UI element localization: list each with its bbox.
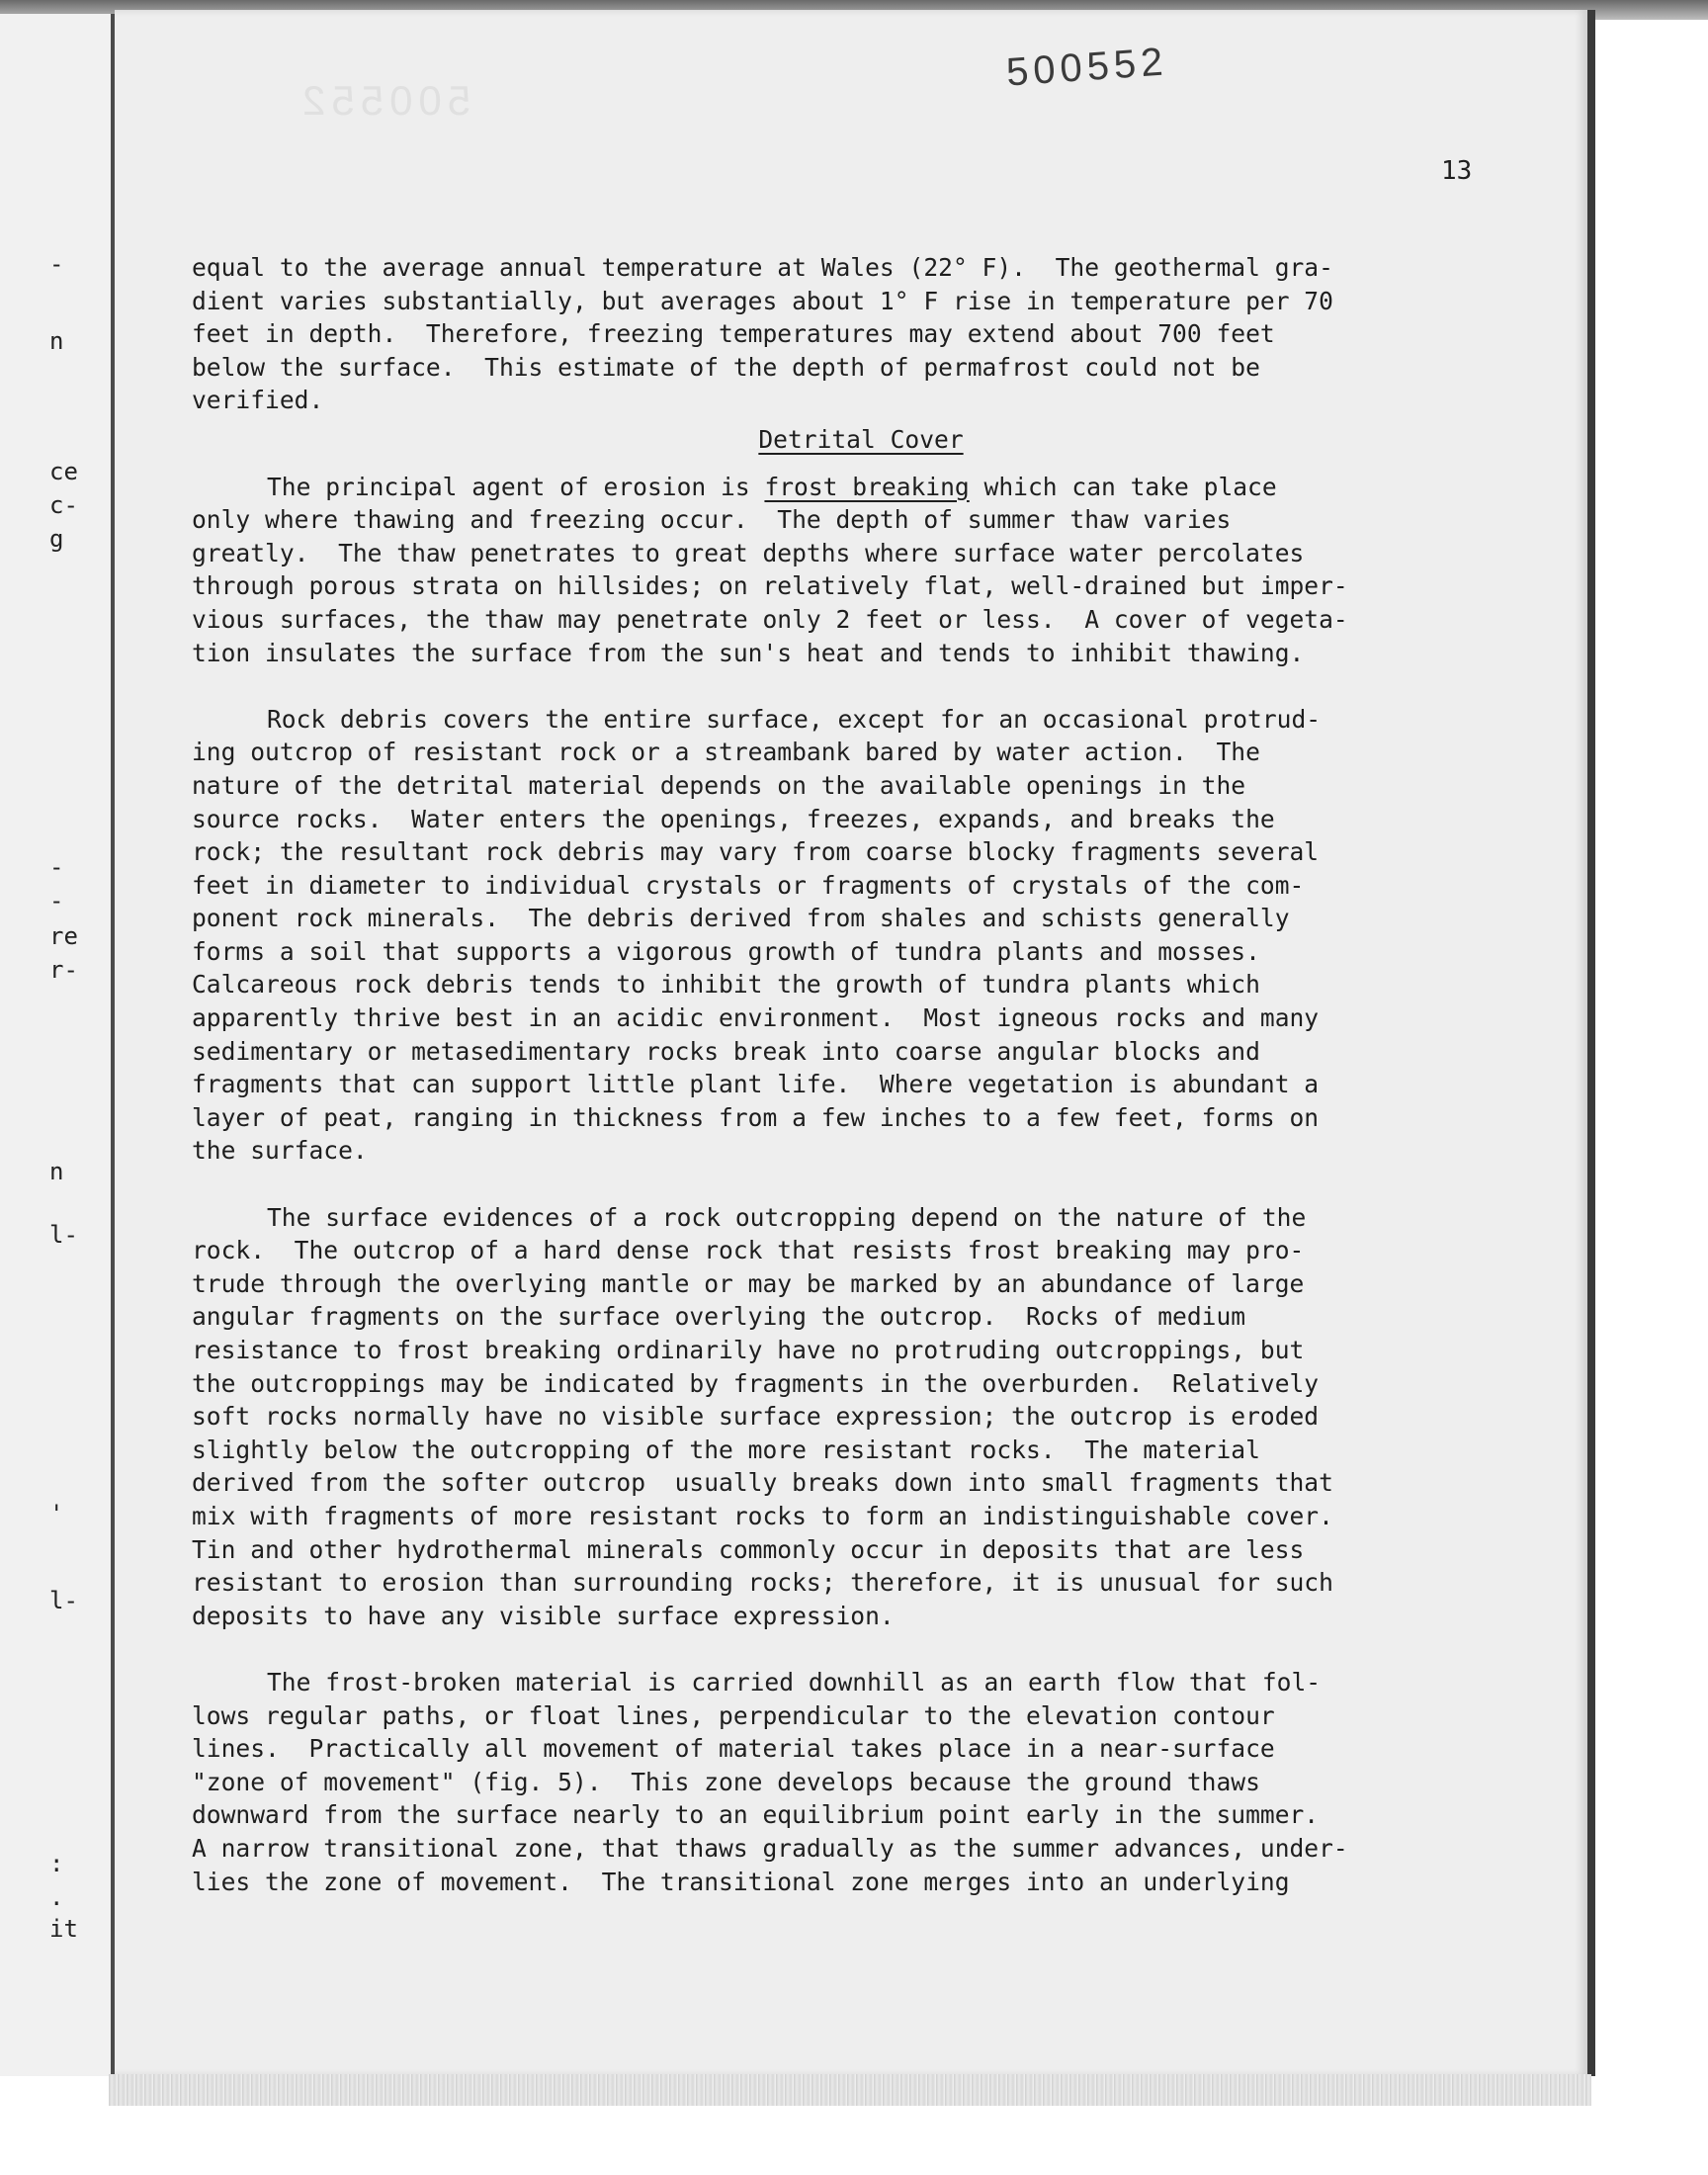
margin-fragment: : (49, 1850, 64, 1877)
text-line: downward from the surface nearly to an equilibrium point early in the summer. (192, 1800, 1320, 1830)
scan-bottom-margin (0, 2106, 1708, 2175)
margin-fragment: l- (49, 1221, 78, 1249)
text-line: slightly below the outcropping of the more resistant rocks. The material (192, 1435, 1260, 1464)
margin-fragment: - (49, 853, 64, 881)
text-line: angular fragments on the surface overlying the outcrop. Rocks of medium (192, 1302, 1246, 1332)
paragraph-4 (192, 1201, 1506, 1633)
text-line: derived from the softer outcrop usually breaks down into small fragments that (192, 1468, 1333, 1498)
body-text (192, 251, 1506, 1898)
margin-fragment: ' (49, 1500, 64, 1527)
margin-fragment: r- (49, 956, 78, 984)
document-stamp-number: 500552 (1004, 40, 1169, 95)
margin-fragment: . (49, 1883, 64, 1911)
text-line: only where thawing and freezing occur. The depth of summer thaw varies (192, 505, 1232, 535)
text-line: rock. The outcrop of a hard dense rock that resists frost breaking may pro- (192, 1236, 1305, 1265)
text-line: Tin and other hydrothermal minerals commonly occur in deposits that are less (192, 1534, 1305, 1564)
paragraph-2 (192, 471, 1506, 670)
text-line: trude through the overlying mantle or may be marked by an abundance of large (192, 1268, 1305, 1298)
page-right-edge (1587, 10, 1595, 2076)
text-line: below the surface. This estimate of the depth of permafrost could not be (192, 352, 1260, 382)
text-line: lows regular paths, or float lines, perpendicular to the elevation contour (192, 1700, 1275, 1730)
paragraph-gap (192, 669, 1506, 703)
text-line: verified. (192, 386, 324, 415)
margin-fragment: l- (49, 1587, 78, 1614)
bleed-through-stamp: 500552 (297, 77, 471, 124)
text-line: soft rocks normally have no visible surface expression; the outcrop is eroded (192, 1402, 1320, 1432)
text-line (192, 471, 1506, 504)
paragraph-1 (192, 251, 1506, 417)
text-line: vious surfaces, the thaw may penetrate only 2 feet or less. A cover of vegeta- (192, 604, 1348, 634)
text-line: equal to the average annual temperature at Wales (22° F). The geothermal gra- (192, 253, 1333, 282)
margin-fragment: re (49, 922, 78, 950)
text-line: fragments that can support little plant life. Where vegetation is abundant a (192, 1070, 1320, 1099)
text-line: dient varies substantially, but averages about 1° F rise in temperature per 70 (192, 286, 1333, 315)
text-run: which can take place (969, 472, 1277, 501)
text-line: forms a soil that supports a vigorous growth of tundra plants and mosses. (192, 936, 1260, 966)
paragraph-3 (192, 703, 1506, 1168)
margin-fragment: it (49, 1915, 78, 1943)
text-line: lines. Practically all movement of material takes place in a near-surface (192, 1734, 1275, 1764)
text-line: lies the zone of movement. The transitional zone merges into an underlying (192, 1867, 1290, 1896)
text-line: greatly. The thaw penetrates to great depths where surface water percolates (192, 538, 1305, 567)
text-line: Rock debris covers the entire surface, except for an occasional protrud- (267, 704, 1322, 734)
text-line: tion insulates the surface from the sun's heat and tends to inhibit thawing. (192, 638, 1305, 667)
margin-fragment: - (49, 250, 64, 278)
text-line: feet in diameter to individual crystals or fragments of crystals of the com- (192, 870, 1305, 900)
paragraph-gap (192, 1168, 1506, 1201)
margin-fragment: n (49, 1158, 64, 1185)
text-line: sedimentary or metasedimentary rocks break into coarse angular blocks and (192, 1036, 1260, 1066)
section-heading (192, 423, 1506, 457)
text-line: A narrow transitional zone, that thaws gradually as the summer advances, under- (192, 1833, 1348, 1863)
margin-fragment: n (49, 327, 64, 355)
text-line: resistance to frost breaking ordinarily have no protruding outcroppings, but (192, 1336, 1305, 1364)
paragraph-gap (192, 1632, 1506, 1666)
text-line: layer of peat, ranging in thickness from a few inches to a few feet, forms on (192, 1102, 1320, 1132)
text-line: Calcareous rock debris tends to inhibit the growth of tundra plants which (192, 970, 1260, 1000)
previous-page-edge (0, 14, 116, 2076)
text-line: mix with fragments of more resistant rocks to form an indistinguishable cover. (192, 1501, 1333, 1530)
text-line: through porous strata on hillsides; on relatively flat, well-drained but imper- (192, 571, 1348, 601)
margin-fragment: ce (49, 458, 78, 485)
text-line: ing outcrop of resistant rock or a streambank bared by water action. The (192, 738, 1260, 767)
text-run: The principal agent of erosion is (267, 472, 765, 501)
text-line: the outcroppings may be indicated by fragments in the overburden. Relatively (192, 1368, 1320, 1398)
section-heading-text: Detrital Cover (758, 424, 964, 454)
text-line: the surface. (192, 1136, 368, 1166)
text-line: rock; the resultant rock debris may vary from coarse blocky fragments several (192, 837, 1320, 867)
margin-fragment: g (49, 525, 64, 553)
underlined-term: frost breaking (764, 472, 970, 501)
text-line: The surface evidences of a rock outcropping depend on the nature of the (267, 1202, 1307, 1232)
paragraph-5 (192, 1666, 1506, 1898)
text-line: apparently thrive best in an acidic environment. Most igneous rocks and many (192, 1003, 1320, 1033)
text-line: deposits to have any visible surface expression. (192, 1601, 895, 1630)
text-line: resistant to erosion than surrounding rocks; therefore, it is unusual for such (192, 1568, 1333, 1598)
page-number: 13 (1441, 156, 1473, 186)
margin-fragment: c- (49, 491, 78, 519)
text-line: ponent rock minerals. The debris derived from shales and schists generally (192, 904, 1290, 933)
text-line: "zone of movement" (fig. 5). This zone develops because the ground thaws (192, 1767, 1260, 1796)
text-line: feet in depth. Therefore, freezing temperatures may extend about 700 feet (192, 319, 1275, 349)
text-line: source rocks. Water enters the openings, freezes, expands, and breaks the (192, 804, 1275, 833)
text-line: nature of the detrital material depends on the available openings in the (192, 770, 1246, 800)
margin-fragment: - (49, 887, 64, 914)
scan-bottom-strip (109, 2074, 1591, 2108)
text-line: The frost-broken material is carried downhill as an earth flow that fol- (267, 1667, 1322, 1696)
